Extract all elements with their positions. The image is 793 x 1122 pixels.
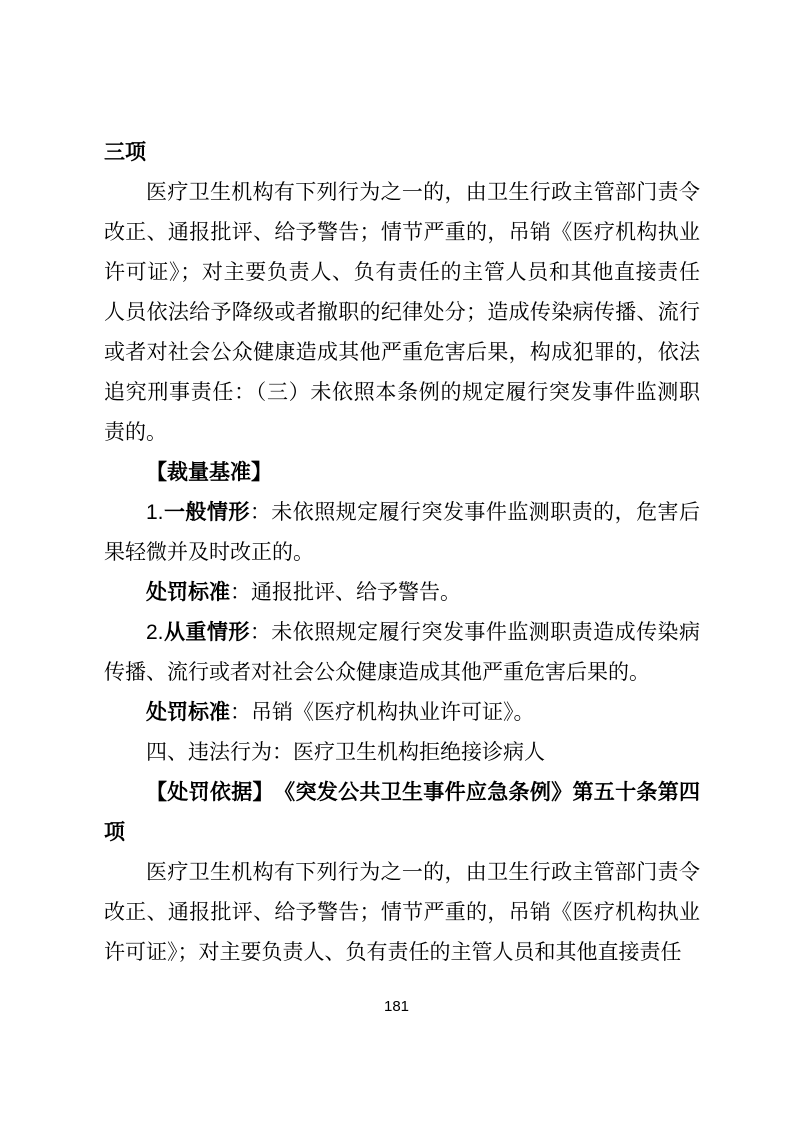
document-body [104, 133, 700, 973]
paragraph [104, 133, 700, 173]
text-run: 医疗卫生机构有下列行为之一的，由卫生行政主管部门责令改正、通报批评、给予警告；情节严重的，吊销《医疗机构执业许可证》；对主要负责人、负有责任的主管人员和其他直接责任人员依法给予降级或者撤职的纪律处分；造成传染病传播、流行或者对社会公众健康造成其他严重危害后果，构成犯罪的，依法追究刑事责任：（三）未依照本条例的规定履行突发事件监测职责的。 [104, 181, 700, 444]
paragraph [104, 573, 700, 613]
bold-text-run: 一般情形 [163, 501, 250, 524]
paragraph [104, 733, 700, 773]
text-run: 四、违法行为：医疗卫生机构拒绝接诊病人 [146, 741, 545, 764]
paragraph [104, 693, 700, 733]
text-run: 2. [146, 621, 164, 644]
text-run: ：未依照规定履行突发事件监测职责造成传染病传播、流行或者对社会公众健康造成其他严重危害后果的。 [104, 621, 700, 684]
text-run: ：通报批评、给予警告。 [230, 581, 461, 604]
bold-text-run: 【处罚依据】 《突发公共卫生事件应急条例》第五十条第四项 [104, 781, 700, 844]
text-run: ：吊销《医疗机构执业许可证》。 [230, 701, 535, 724]
text-run: ：未依照规定履行突发事件监测职责的，危害后果轻微并及时改正的。 [104, 501, 700, 564]
bold-text-run: 【裁量基准】 [146, 461, 272, 484]
bold-text-run: 从重情形 [163, 621, 250, 644]
bold-text-run: 处罚标准 [146, 701, 230, 724]
bold-text-run: 三项 [104, 141, 146, 164]
paragraph [104, 173, 700, 453]
text-run: 医疗卫生机构有下列行为之一的，由卫生行政主管部门责令改正、通报批评、给予警告；情节严重的，吊销《医疗机构执业许可证》；对主要负责人、负有责任的主管人员和其他直接责任 [104, 861, 700, 964]
paragraph [104, 773, 700, 853]
page-number: 181 [383, 998, 410, 1015]
paragraph [104, 493, 700, 573]
paragraph [104, 453, 700, 493]
paragraph [104, 613, 700, 693]
paragraph [104, 853, 700, 973]
text-run: 1. [146, 501, 164, 524]
bold-text-run: 处罚标准 [146, 581, 230, 604]
